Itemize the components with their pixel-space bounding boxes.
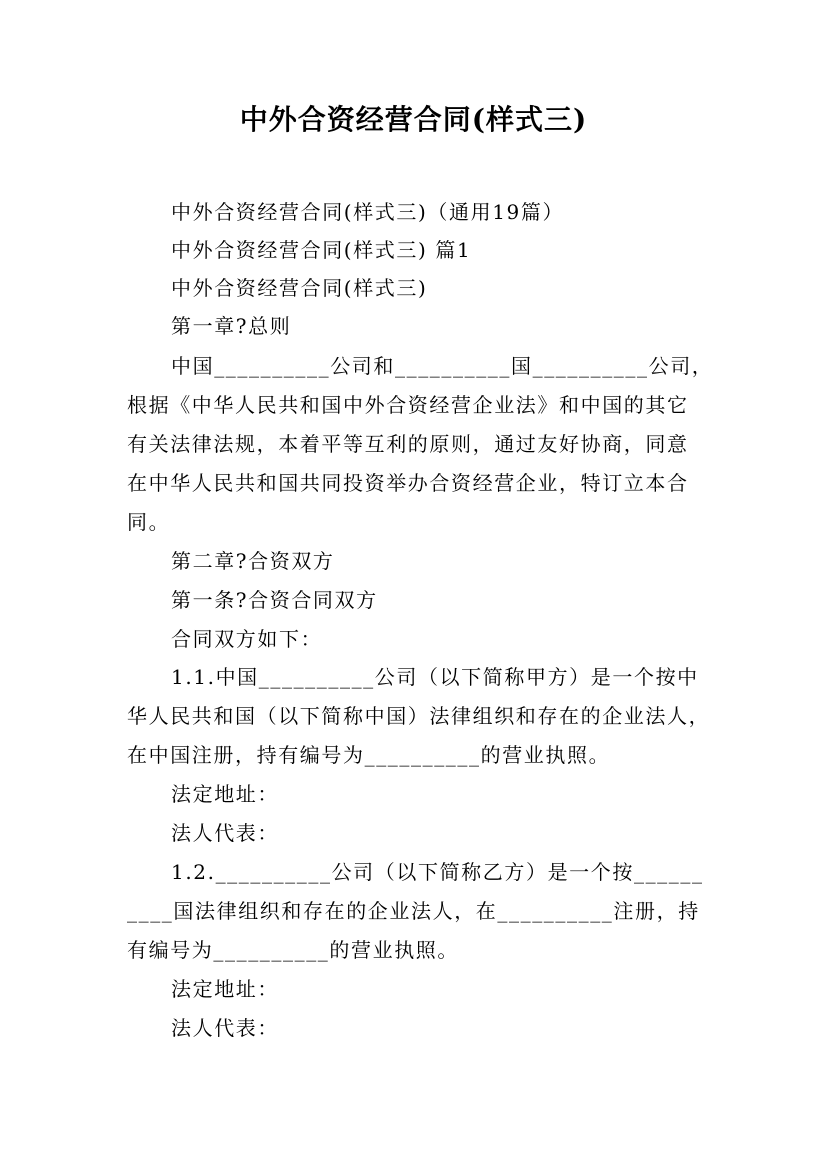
text-line: 第二章?合资双方 — [171, 549, 335, 573]
text-line: 在中华人民共和国共同投资举办合资经营企业，特订立本合 — [127, 471, 689, 495]
text-line: 第一条?合资合同双方 — [171, 588, 378, 612]
text-line: 法定地址： — [171, 782, 279, 806]
text-line: 法人代表： — [171, 821, 279, 845]
text-line: 1.2.__________公司（以下简称乙方）是一个按______ — [171, 860, 704, 884]
text-line: ____国法律组织和存在的企业法人，在__________注册，持 — [127, 899, 700, 923]
text-line: 法人代表： — [171, 1016, 279, 1040]
text-line: 在中国注册，持有编号为__________的营业执照。 — [127, 743, 611, 767]
text-line: 第一章?总则 — [171, 314, 292, 338]
text-line: 合同双方如下： — [171, 627, 323, 651]
text-line: 中外合资经营合同(样式三) 篇1 — [171, 238, 472, 262]
text-line: 1.1.中国__________公司（以下简称甲方）是一个按中 — [171, 665, 699, 689]
text-line: 同。 — [127, 510, 171, 534]
text-line: 中国__________公司和__________国__________公司， — [171, 354, 714, 378]
text-line: 中外合资经营合同(样式三)（通用19篇） — [171, 200, 565, 224]
text-line: 有编号为__________的营业执照。 — [127, 938, 459, 962]
text-line: 华人民共和国（以下简称中国）法律组织和存在的企业法人， — [127, 704, 711, 728]
document-title: 中外合资经营合同(样式三) — [239, 103, 588, 136]
text-line: 法定地址： — [171, 977, 279, 1001]
text-line: 中外合资经营合同(样式三) — [171, 276, 428, 300]
text-line: 有关法律法规，本着平等互利的原则，通过友好协商，同意 — [127, 432, 689, 456]
text-line: 根据《中华人民共和国中外合资经营企业法》和中国的其它 — [127, 393, 689, 417]
